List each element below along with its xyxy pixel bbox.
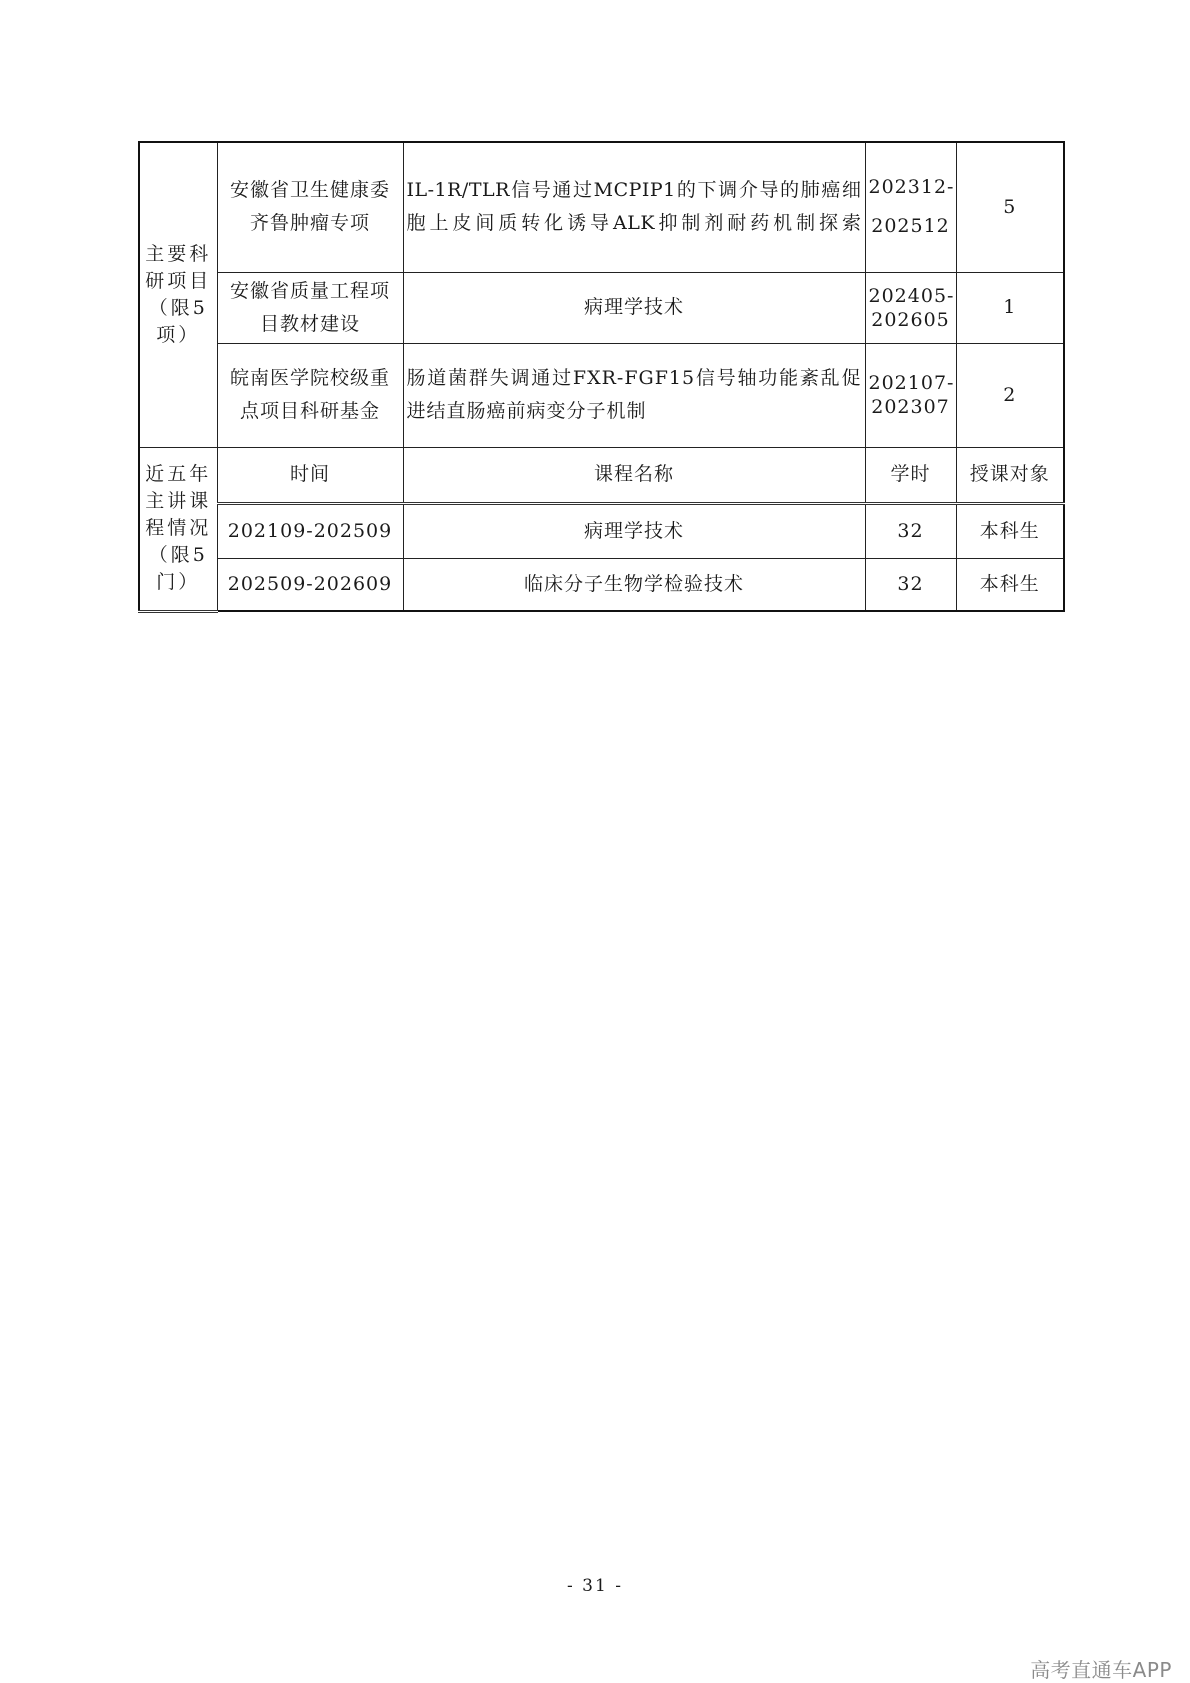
course-hours: 32 xyxy=(865,503,956,558)
period-line: 202512 xyxy=(871,215,950,238)
project-source xyxy=(217,142,403,272)
page-number: - 31 - xyxy=(567,1576,623,1596)
header-course: 课程名称 xyxy=(403,447,865,503)
title-line: 肠道菌群失调通过FXR-FGF15信号轴功能紊乱促 xyxy=(406,367,862,389)
title-line: IL-1R/TLR信号通过MCPIP1的下调介导的肺癌细 xyxy=(406,179,862,202)
source-line: 目教材建设 xyxy=(259,312,360,335)
period-line: 202312- xyxy=(868,176,955,199)
course-header-row xyxy=(139,447,1064,503)
label-line: 近五年 xyxy=(145,463,212,485)
title-line: 病理学技术 xyxy=(583,296,684,318)
source-line: 齐鲁肿瘤专项 xyxy=(249,212,370,235)
period-line: 202107- xyxy=(868,372,955,394)
project-value: 1 xyxy=(956,272,1064,343)
project-row xyxy=(139,343,1064,447)
label-line: 程情况 xyxy=(145,517,212,539)
title-line: 进结直肠癌前病变分子机制 xyxy=(406,400,647,422)
source-line: 安徽省卫生健康委 xyxy=(229,179,390,202)
header-hours: 学时 xyxy=(865,447,956,503)
project-value: 2 xyxy=(956,343,1064,447)
project-title xyxy=(403,142,865,272)
period-line: 202307 xyxy=(871,396,950,418)
project-source xyxy=(217,272,403,343)
label-line: 研项目 xyxy=(145,269,212,292)
label-line: （限5 xyxy=(148,296,208,319)
source-line: 点项目科研基金 xyxy=(239,400,380,422)
label-line: （限5 xyxy=(148,544,208,566)
course-hours: 32 xyxy=(865,558,956,611)
course-time: 202109-202509 xyxy=(217,503,403,558)
course-row xyxy=(139,503,1064,558)
course-audience: 本科生 xyxy=(956,558,1064,611)
course-time: 202509-202609 xyxy=(217,558,403,611)
project-period xyxy=(865,343,956,447)
period-line: 202605 xyxy=(871,308,950,331)
project-source xyxy=(217,343,403,447)
project-title xyxy=(403,272,865,343)
label-line: 门） xyxy=(156,571,201,593)
watermark: 高考直通车APP xyxy=(1030,1658,1172,1682)
label-line: 项） xyxy=(156,323,201,346)
project-period xyxy=(865,272,956,343)
period-line: 202405- xyxy=(868,284,955,307)
label-line: 主要科 xyxy=(145,242,212,265)
header-time: 时间 xyxy=(217,447,403,503)
course-audience: 本科生 xyxy=(956,503,1064,558)
source-line: 安徽省质量工程项 xyxy=(229,279,390,302)
research-section-label xyxy=(139,142,217,447)
label-line: 主讲课 xyxy=(145,490,212,512)
course-name: 临床分子生物学检验技术 xyxy=(403,558,865,611)
project-value: 5 xyxy=(956,142,1064,272)
title-line: 胞上皮间质转化诱导ALK抑制剂耐药机制探索 xyxy=(406,212,862,235)
project-row xyxy=(139,142,1064,272)
course-row xyxy=(139,558,1064,611)
project-period xyxy=(865,142,956,272)
project-row xyxy=(139,272,1064,343)
header-audience: 授课对象 xyxy=(956,447,1064,503)
project-title xyxy=(403,343,865,447)
source-line: 皖南医学院校级重 xyxy=(229,367,390,389)
course-name: 病理学技术 xyxy=(403,503,865,558)
resume-table xyxy=(138,141,1065,613)
teaching-section-label xyxy=(139,447,217,611)
